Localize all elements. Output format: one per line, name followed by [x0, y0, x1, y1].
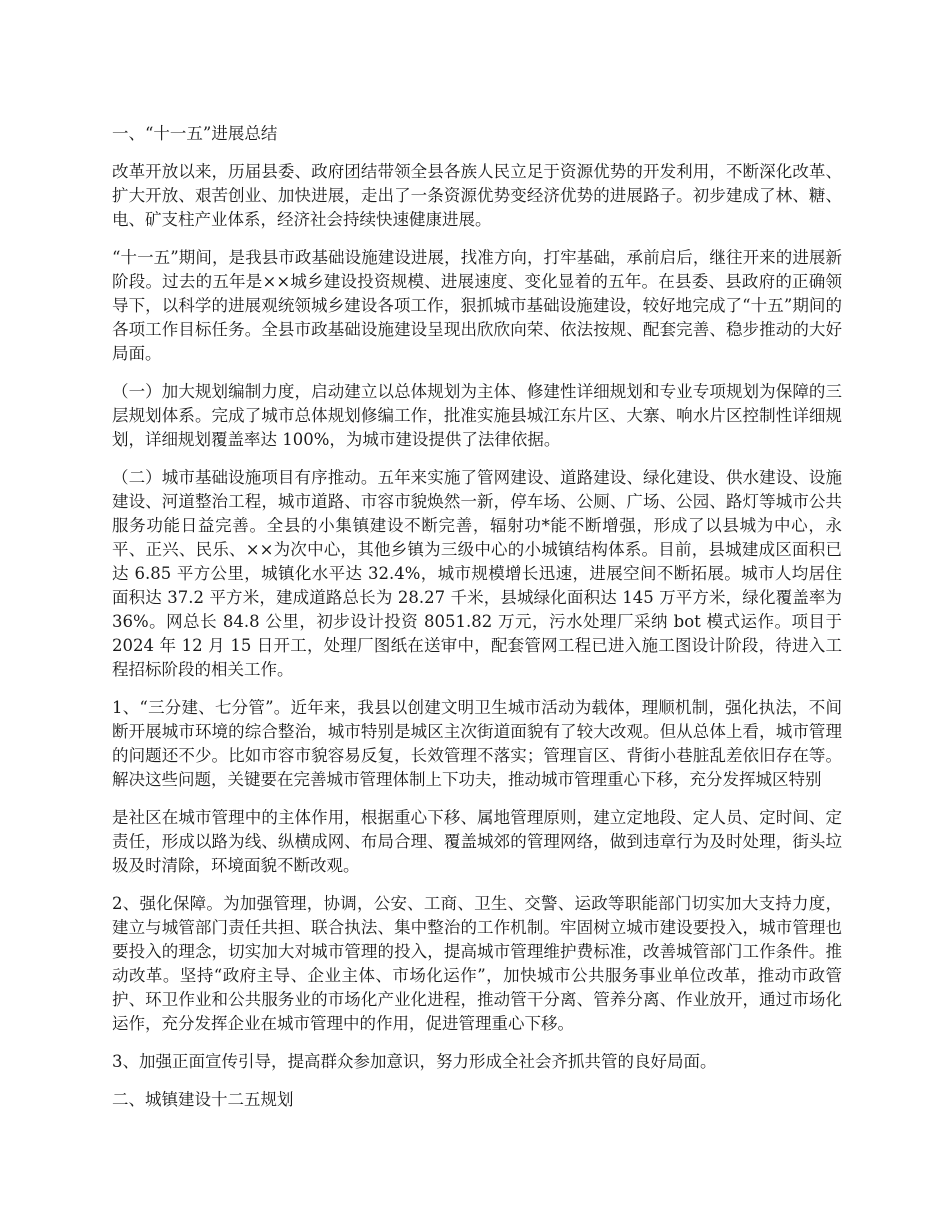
paragraph-publicity: 3、加强正面宣传引导，提高群众参加意识，努力形成全社会齐抓共管的良好局面。	[112, 1052, 717, 1071]
section-heading-2: 二、城镇建设十二五规划	[112, 1090, 294, 1109]
document-body	[112, 122, 842, 1126]
paragraph-guarantee: 2、强化保障。为加强管理，协调，公安、工商、卫生、交警、运政等职能部门切实加大支持力度，建立与城管部门责任共担、联合执法、集中整治的工作机制。牢固树立城市建设要投入，城市管理也要投入的理念，切实加大对城市管理的投入，提高城市管理维护费标准，改善城管部门工作条件。推动改革。坚持“政府主导、企业主体、市场化运作”，加快城市公共服务事业单位改革，推动市政管护、环卫作业和公共服务业的市场化产业化进程，推动管干分离、管养分离、作业放开，通过市场化运作，充分发挥企业在城市管理中的作用，促进管理重心下移。	[112, 894, 842, 1033]
paragraph-management: 1、“三分建、七分管”。近年来，我县以创建文明卫生城市活动为载体，理顺机制，强化执法，不间断开展城市环境的综合整治，城市特别是城区主次街道面貌有了较大改观。但从总体上看，城市管理的问题还不少。比如市容市貌容易反复，长效管理不落实；管理盲区、背街小巷脏乱差依旧存在等。解决这些问题，关键要在完善城市管理体制上下功夫，推动城市管理重心下移，充分发挥城区特别	[112, 698, 842, 789]
section-heading-1: 一、“十一五”进展总结	[112, 124, 278, 143]
paragraph-community: 是社区在城市管理中的主体作用，根据重心下移、属地管理原则，建立定地段、定人员、定时间、定责任，形成以路为线、纵横成网、布局合理、覆盖城郊的管理网络，做到违章行为及时处理，街头垃圾及时清除，环境面貌不断改观。	[112, 808, 842, 875]
paragraph-intro: 改革开放以来，历届县委、政府团结带领全县各族人民立足于资源优势的开发利用，不断深化改革、扩大开放、艰苦创业、加快进展，走出了一条资源优势变经济优势的进展路子。初步建成了林、糖、电、矿支柱产业体系，经济社会持续快速健康进展。	[112, 162, 842, 229]
paragraph-planning: （一）加大规划编制力度，启动建立以总体规划为主体、修建性详细规划和专业专项规划为保障的三层规划体系。完成了城市总体规划修编工作，批准实施县城江东片区、大寨、响水片区控制性详细规划，详细规划覆盖率达 100%，为城市建设提供了法律依据。	[112, 382, 842, 449]
paragraph-infrastructure: （二）城市基础设施项目有序推动。五年来实施了管网建设、道路建设、绿化建设、供水建设、设施建设、河道整治工程，城市道路、市容市貌焕然一新，停车场、公厕、广场、公园、路灯等城市公共服务功能日益完善。全县的小集镇建设不断完善，辐射功*能不断增强，形成了以县城为中心，永平、正兴、民乐、××为次中心，其他乡镇为三级中心的小城镇结构体系。目前，县城建成区面积已达 6.85 平方公里，城镇化水平达 32.4%，城市规模增长迅速，进展空间不断拓展。城市人均居住面积达 37.2 平方米，建成道路总长为 28.27 千米，县城绿化面积达 145 万平方米，绿化覆盖率为 36%。网总长 84.8 公里，初步设计投资 8051.82 万元，污水处理厂采纳 bot 模式运作。项目于 2024 年 12 月 15 日开工，处理厂图纸在送审中，配套管网工程已进入施工图设计阶段，待进入工程招标阶段的相关工作。	[112, 468, 842, 679]
paragraph-eleventh-five-year: “十一五”期间，是我县市政基础设施建设进展，找准方向，打牢基础，承前启后，继往开来的进展新阶段。过去的五年是××城乡建设投资规模、进展速度、变化显着的五年。在县委、县政府的正确领导下，以科学的进展观统领城乡建设各项工作，狠抓城市基础设施建设，较好地完成了“十五”期间的各项工作目标任务。全县市政基础设施建设呈现出欣欣向荣、依法按规、配套完善、稳步推动的大好局面。	[112, 248, 842, 363]
